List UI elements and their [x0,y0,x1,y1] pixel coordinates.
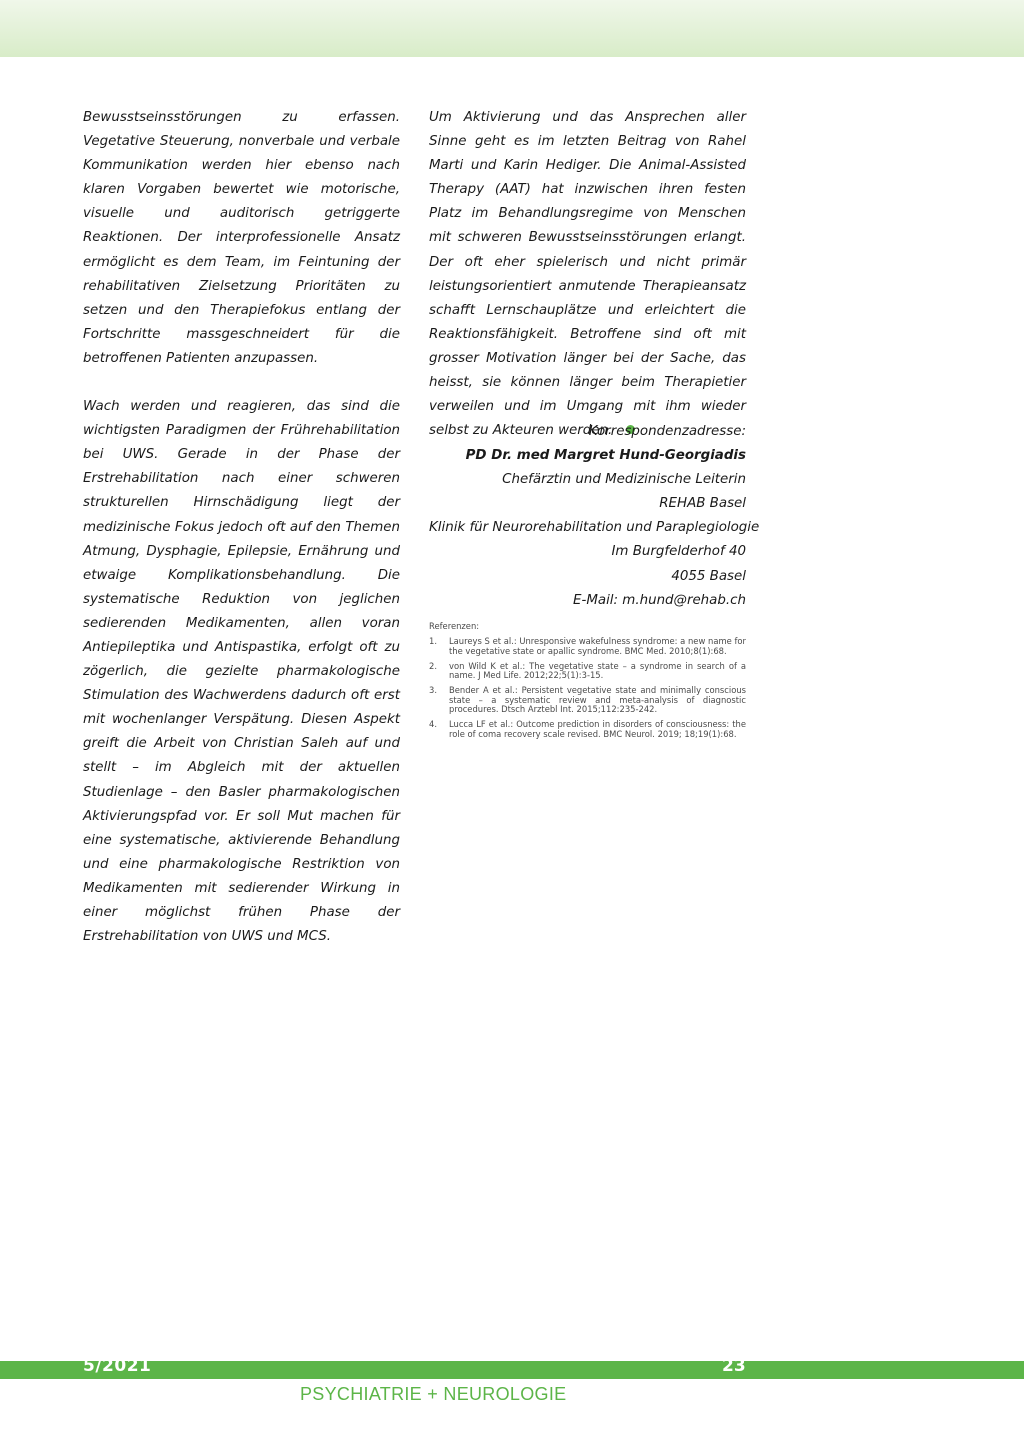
reference-text: Laureys S et al.: Unresponsive wakefulness syndrome: a new name for the vegetative state or apallic syndrome. BMC Med. 2010;8(1):68. [449,636,746,656]
reference-text: Bender A et al.: Persistent vegetative state and minimally conscious state – a systematic review and meta-analysis of diagnostic procedures. Dtsch Arztebl Int. 2015;112:235-242. [449,685,746,715]
correspondence-name: PD Dr. med Margret Hund-Georgiadis [465,448,746,464]
reference-item [429,686,746,714]
page-number: 23 [722,1356,746,1376]
footer-band [0,1361,1024,1379]
reference-item [429,720,746,739]
reference-item [429,662,746,681]
correspondence-label: Korrespondenzadresse: [588,424,746,439]
correspondence-address [429,420,760,613]
reference-number: 1. [429,636,437,647]
reference-text: Lucca LF et al.: Outcome prediction in disorders of consciousness: the role of coma recovery scale revised. BMC Neurol. 2019; 18;19(1):68. [449,719,746,739]
right-paragraph-1-text: Um Aktivierung und das Ansprechen aller Sinne geht es im letzten Beitrag von Rahel Marti und Karin Hediger. Die Animal-Assisted Therapy (AAT) hat inzwischen ihren festen Platz im Behandlungsregime von Menschen mit schweren Bewusstseinsstörungen erlangt. Der oft eher spielerisch und nicht primär leistungsorientiert anmutende Therapieansatz schafft Lernschauplätze und erleichtert die Reaktionsfähigkeit. Betroffene sind oft mit grosser Motivation länger bei der Sache, das heisst, sie können länger beim Therapietier verweilen und im Umgang mit ihm wieder selbst zu Akteuren werden. [429,110,746,439]
reference-number: 4. [429,719,437,730]
correspondence-department: Klinik für Neurorehabilitation und Paraplegiologie [429,520,760,536]
references-title: Referenzen: [429,621,480,631]
correspondence-institution: REHAB Basel [659,496,746,512]
correspondence-street: Im Burgfelderhof 40 [611,544,746,560]
reference-item [429,637,746,656]
correspondence-email[interactable]: E-Mail: m.hund@rehab.ch [573,592,746,608]
correspondence-city: 4055 Basel [671,568,746,584]
reference-text: von Wild K et al.: The vegetative state – a syndrome in search of a name. J Med Life. 2012;22;5(1):3-15. [449,660,746,681]
right-column [429,106,746,443]
header-band [0,0,1024,57]
left-paragraph-2: Wach werden und reagieren, das sind die wichtigsten Paradigmen der Frührehabilitation bei UWS. Gerade in der Phase der Erstrehabilitation nach einer schweren strukturellen Hirnschädigung liegt der medizinische Fokus jedoch oft auf den Themen Atmung, Dysphagie, Epilepsie, Ernährung und etwaige Komplikationsbehandlung. Die systematische Reduktion von jeglichen sedierenden Medikamenten, allen voran Antiepileptika und Antispastika, erfolgt oft zu zögerlich, die gezielte pharmakologische Stimulation des Wachwerdens dadurch oft erst mit wochenlanger Verspätung. Diesen Aspekt greift die Arbeit von Christian Saleh auf und stellt – im Abgleich mit der aktuellen Studienlage – den Basler pharmakologischen Aktivierungspfad vor. Er soll Mut machen für eine systematische, aktivierende Behandlung und eine pharmakologische Restriktion von Medikamenten mit sedierender Wirkung in einer möglichst frühen Phase der Erstrehabilitation von UWS und MCS. [83,399,400,945]
reference-number: 2. [429,660,437,671]
left-paragraph-1: Bewusstseinsstörungen zu erfassen. Vegetative Steuerung, nonverbale und verbale Kommunikation werden hier ebenso nach klaren Vorgaben bewertet wie motorische, visuelle und auditorisch getriggerte Reaktionen. Der interprofessionelle Ansatz ermöglicht es dem Team, im Feintuning der rehabilitativen Zielsetzung Prioritäten zu setzen und den Therapiefokus entlang der Fortschritte massgeschneidert für die betroffenen Patienten anzupassen. [83,110,400,366]
right-paragraph-1 [429,106,746,443]
correspondence-role: Chefärztin und Medizinische Leiterin [502,472,746,488]
references [429,622,746,745]
left-column [83,106,400,949]
journal-title: PSYCHIATRIE + NEUROLOGIE [300,1384,567,1404]
reference-number: 3. [429,685,437,696]
issue-number: 5/2021 [83,1356,152,1376]
